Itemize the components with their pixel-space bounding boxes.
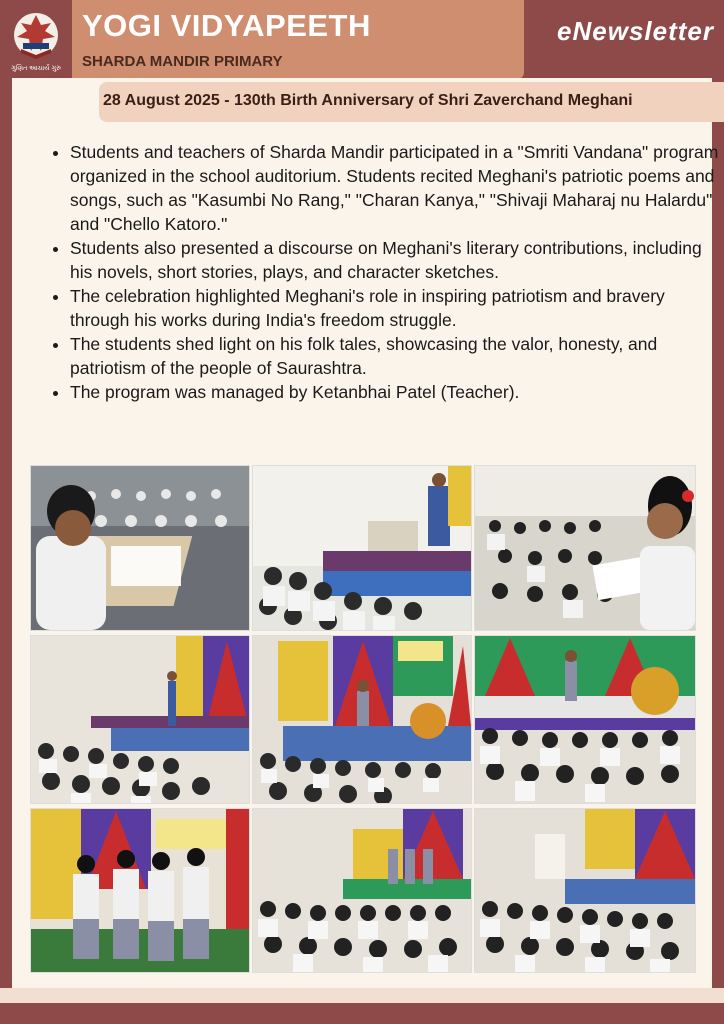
event-photo: [474, 808, 696, 973]
footer-band: [0, 1003, 724, 1024]
footer-strip: [0, 988, 724, 1003]
event-title: 28 August 2025 - 130th Birth Anniversary of Shri Zaverchand Meghani: [103, 92, 633, 109]
bullet-item: • The students shed light on his folk tales, showcasing the valor, honesty, and patriotism of the people of Saurashtra.: [70, 332, 720, 380]
event-photo: [474, 635, 696, 804]
event-photo: [30, 808, 250, 973]
event-bullets: [48, 140, 720, 404]
newsletter-label: eNewsletter: [557, 16, 714, 46]
school-subtitle: SHARDA MANDIR PRIMARY: [82, 53, 283, 70]
event-photo: [252, 465, 472, 631]
event-photo: [252, 808, 472, 973]
bullet-item: • The program was managed by Ketanbhai Patel (Teacher).: [70, 380, 720, 404]
bullet-item: • Students and teachers of Sharda Mandir participated in a "Smriti Vandana" program organized in the school auditorium. Students recited Meghani's patriotic poems and songs, such as "Kasumbi No Rang," "Charan Kanya," "Shivaji Maharaj nu Halardu" and "Chello Katoro.": [70, 140, 720, 236]
logo-caption: ગુણિત આચાર્ય ગુરુ: [11, 65, 61, 72]
event-photo: [30, 635, 250, 804]
event-photo: [252, 635, 472, 804]
event-photo: [30, 465, 250, 631]
event-title-bar: [99, 82, 724, 122]
bullet-item: • The celebration highlighted Meghani's role in inspiring patriotism and bravery through his works during India's freedom struggle.: [70, 284, 720, 332]
bullet-item: • Students also presented a discourse on Meghani's literary contributions, including his novels, short stories, plays, and character sketches.: [70, 236, 720, 284]
title-panel: [72, 0, 524, 80]
school-name: YOGI VIDYAPEETH: [82, 8, 371, 43]
event-photo: [474, 465, 696, 631]
school-logo: [11, 9, 61, 81]
